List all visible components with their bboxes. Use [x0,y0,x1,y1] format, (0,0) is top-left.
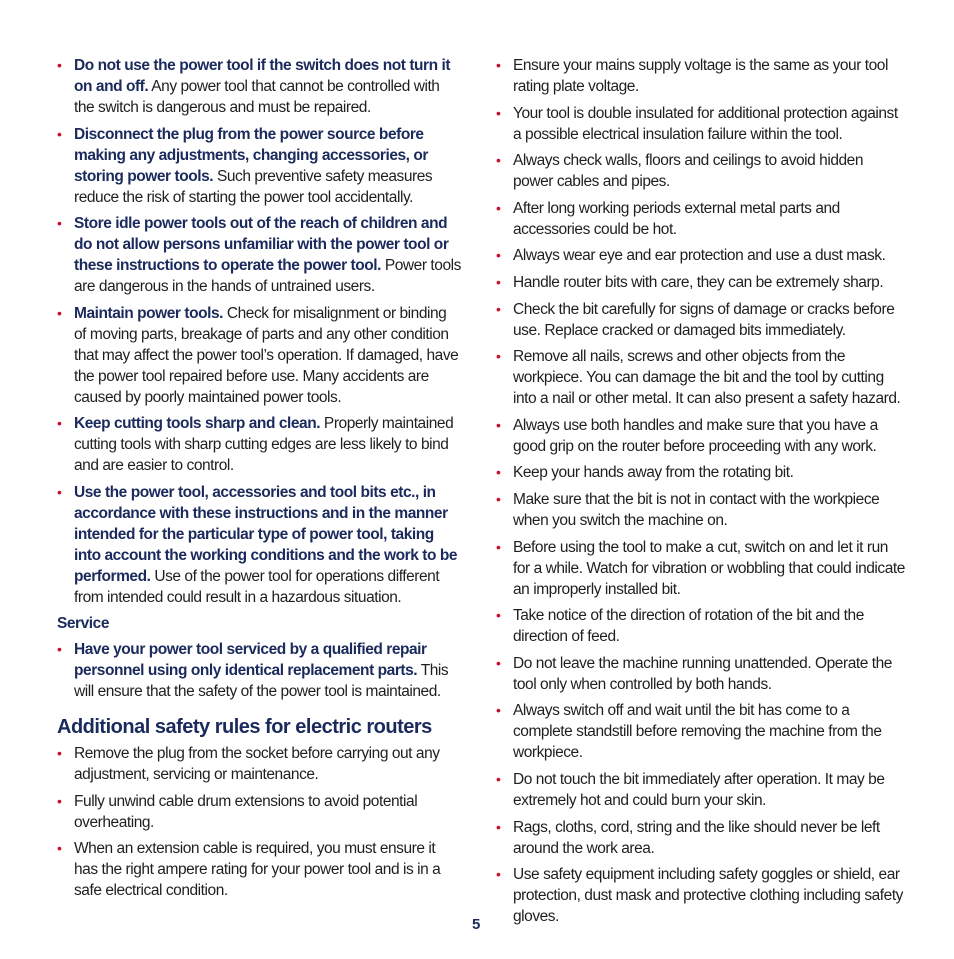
bullet: • [57,483,62,500]
bullet: • [57,745,62,761]
item-text: Power tools are dangerous in the hands of untrained users. [74,257,461,295]
item-text: After long working periods external metal parts and accessories could be hot. [513,199,840,238]
bullet: • [57,304,62,321]
bullet: • [57,415,62,431]
item-text: Take notice of the direction of rotation of the bit and the direction of feed. [513,607,864,646]
item-bold: Keep cutting tools sharp and clean. [74,415,321,432]
bullet: • [496,57,501,73]
bullet: • [496,770,501,787]
list-item [496,489,906,531]
service-heading: Service [57,615,110,632]
item-text: Your tool is double insulated for additional protection against a possible electrical insulation failure within the tool. [513,104,898,143]
list-item [496,198,906,240]
list-item [496,55,906,97]
bullet: • [496,300,501,317]
item-text: Handle router bits with care, they can be extremely sharp. [513,273,884,291]
item-text: Always switch off and wait until the bit has come to a complete standstill before removing the machine from the workpiece. [513,702,882,762]
bullet: • [57,125,62,142]
bullet: • [496,654,501,671]
item-text: Make sure that the bit is not in contact with the workpiece when you switch the machine on. [513,490,880,529]
list-item [57,791,462,833]
item-text: Any power tool that cannot be controlled with the switch is dangerous and must be repaired. [74,78,440,116]
item-bold: Maintain power tools. [74,304,224,322]
right-column [496,55,906,933]
list-item [57,743,462,785]
item-text: Ensure your mains supply voltage is the same as your tool rating plate voltage. [513,57,888,95]
list-item [57,838,462,901]
bullet: • [57,641,62,657]
list-item [496,605,906,647]
item-bold: Have your power tool serviced by a qualified repair personnel using only identical replacement parts. [74,641,427,679]
list-item [496,150,906,192]
list-item [57,482,462,608]
list-item [496,245,906,266]
item-text: Do not touch the bit immediately after operation. It may be extremely hot and could burn your skin. [513,770,885,809]
item-text: Fully unwind cable drum extensions to avoid potential overheating. [74,792,418,831]
routers-section-title: Additional safety rules for electric routers [57,716,432,738]
item-text: Always use both handles and make sure that you have a good grip on the router before proceeding with any work. [513,416,878,455]
item-text: Remove all nails, screws and other objects from the workpiece. You can damage the bit and the tool by cutting into a nail or other metal. It can also present a safety hazard. [513,348,901,408]
item-text: Use safety equipment including safety goggles or shield, ear protection, dust mask and protective clothing including safety gloves. [513,866,903,926]
list-item [57,413,462,476]
list-item [496,700,906,763]
list-item [496,415,906,457]
item-text: Check the bit carefully for signs of damage or cracks before use. Replace cracked or damaged bits immediately. [513,300,895,339]
list-item [496,653,906,695]
general-safety-list [57,55,462,608]
bullet: • [496,702,501,719]
bullet: • [496,416,501,433]
item-text: Use of the power tool for operations different from intended could result in a hazardous situation. [74,567,440,606]
list-item [57,639,462,702]
item-bold: Store idle power tools out of the reach of children and do not allow persons unfamiliar with the power tool or these instructions to operate the power tool. [74,215,449,274]
item-bold: Disconnect the plug from the power source before making any adjustments, changing accessories, or storing power tools. [74,125,428,185]
item-text: When an extension cable is required, you must ensure it has the right ampere rating for your power tool and is in a safe electrical condition. [74,840,441,899]
bullet: • [496,348,501,365]
bullet: • [496,152,501,169]
bullet: • [496,104,501,121]
item-text: Rags, cloths, cord, string and the like should never be left around the work area. [513,818,880,857]
list-item [496,346,906,409]
list-item [496,537,906,600]
bullet: • [496,273,501,290]
bullet: • [57,792,62,809]
item-text: Always check walls, floors and ceilings to avoid hidden power cables and pipes. [513,152,864,191]
bullet: • [496,538,501,555]
list-item [496,272,906,293]
service-list [57,639,462,702]
list-item [57,55,462,118]
item-text: Before using the tool to make a cut, switch on and let it run for a while. Watch for vibration or wobbling that could indicate an improperly installed bit. [513,538,905,598]
item-bold: Use the power tool, accessories and tool bits etc., in accordance with these instructions and in the manner intended for the particular type of power tool, taking into account the working conditions and the work to be performed. [74,483,458,585]
bullet: • [496,199,501,216]
item-text: Remove the plug from the socket before carrying out any adjustment, servicing or maintenance. [74,745,440,783]
router-safety-list [496,55,906,927]
bullet: • [496,464,501,481]
list-item [496,103,906,145]
bullet: • [496,607,501,624]
item-text: Always wear eye and ear protection and use a dust mask. [513,247,886,265]
bullet: • [496,247,501,264]
bullet: • [57,215,62,231]
item-text: This will ensure that the safety of the power tool is maintained. [74,662,449,700]
routers-list [57,743,462,901]
page-number: 5 [472,916,481,933]
bullet: • [57,840,62,856]
list-item [57,124,462,208]
left-column [57,55,462,907]
list-item [57,303,462,408]
list-item [496,864,906,927]
item-text: Properly maintained cutting tools with sharp cutting edges are less likely to bind and are easier to control. [74,415,454,474]
list-item [496,769,906,811]
bullet: • [496,490,501,507]
list-item [57,213,462,297]
list-item [496,462,906,483]
bullet: • [57,57,62,73]
item-bold: Do not use the power tool if the switch does not turn it on and off. [74,57,451,95]
item-text: Do not leave the machine running unattended. Operate the tool only when controlled by both hands. [513,654,892,693]
list-item [496,299,906,341]
item-text: Such preventive safety measures reduce the risk of starting the power tool accidentally. [74,167,433,206]
item-text: Check for misalignment or binding of moving parts, breakage of parts and any other condition that may affect the power tool’s operation. If damaged, have the power tool repaired before use. Many accidents are caused by poorly maintained power tools. [74,304,459,406]
item-text: Keep your hands away from the rotating bit. [513,464,794,482]
bullet: • [496,866,501,883]
bullet: • [496,818,501,835]
list-item [496,817,906,859]
